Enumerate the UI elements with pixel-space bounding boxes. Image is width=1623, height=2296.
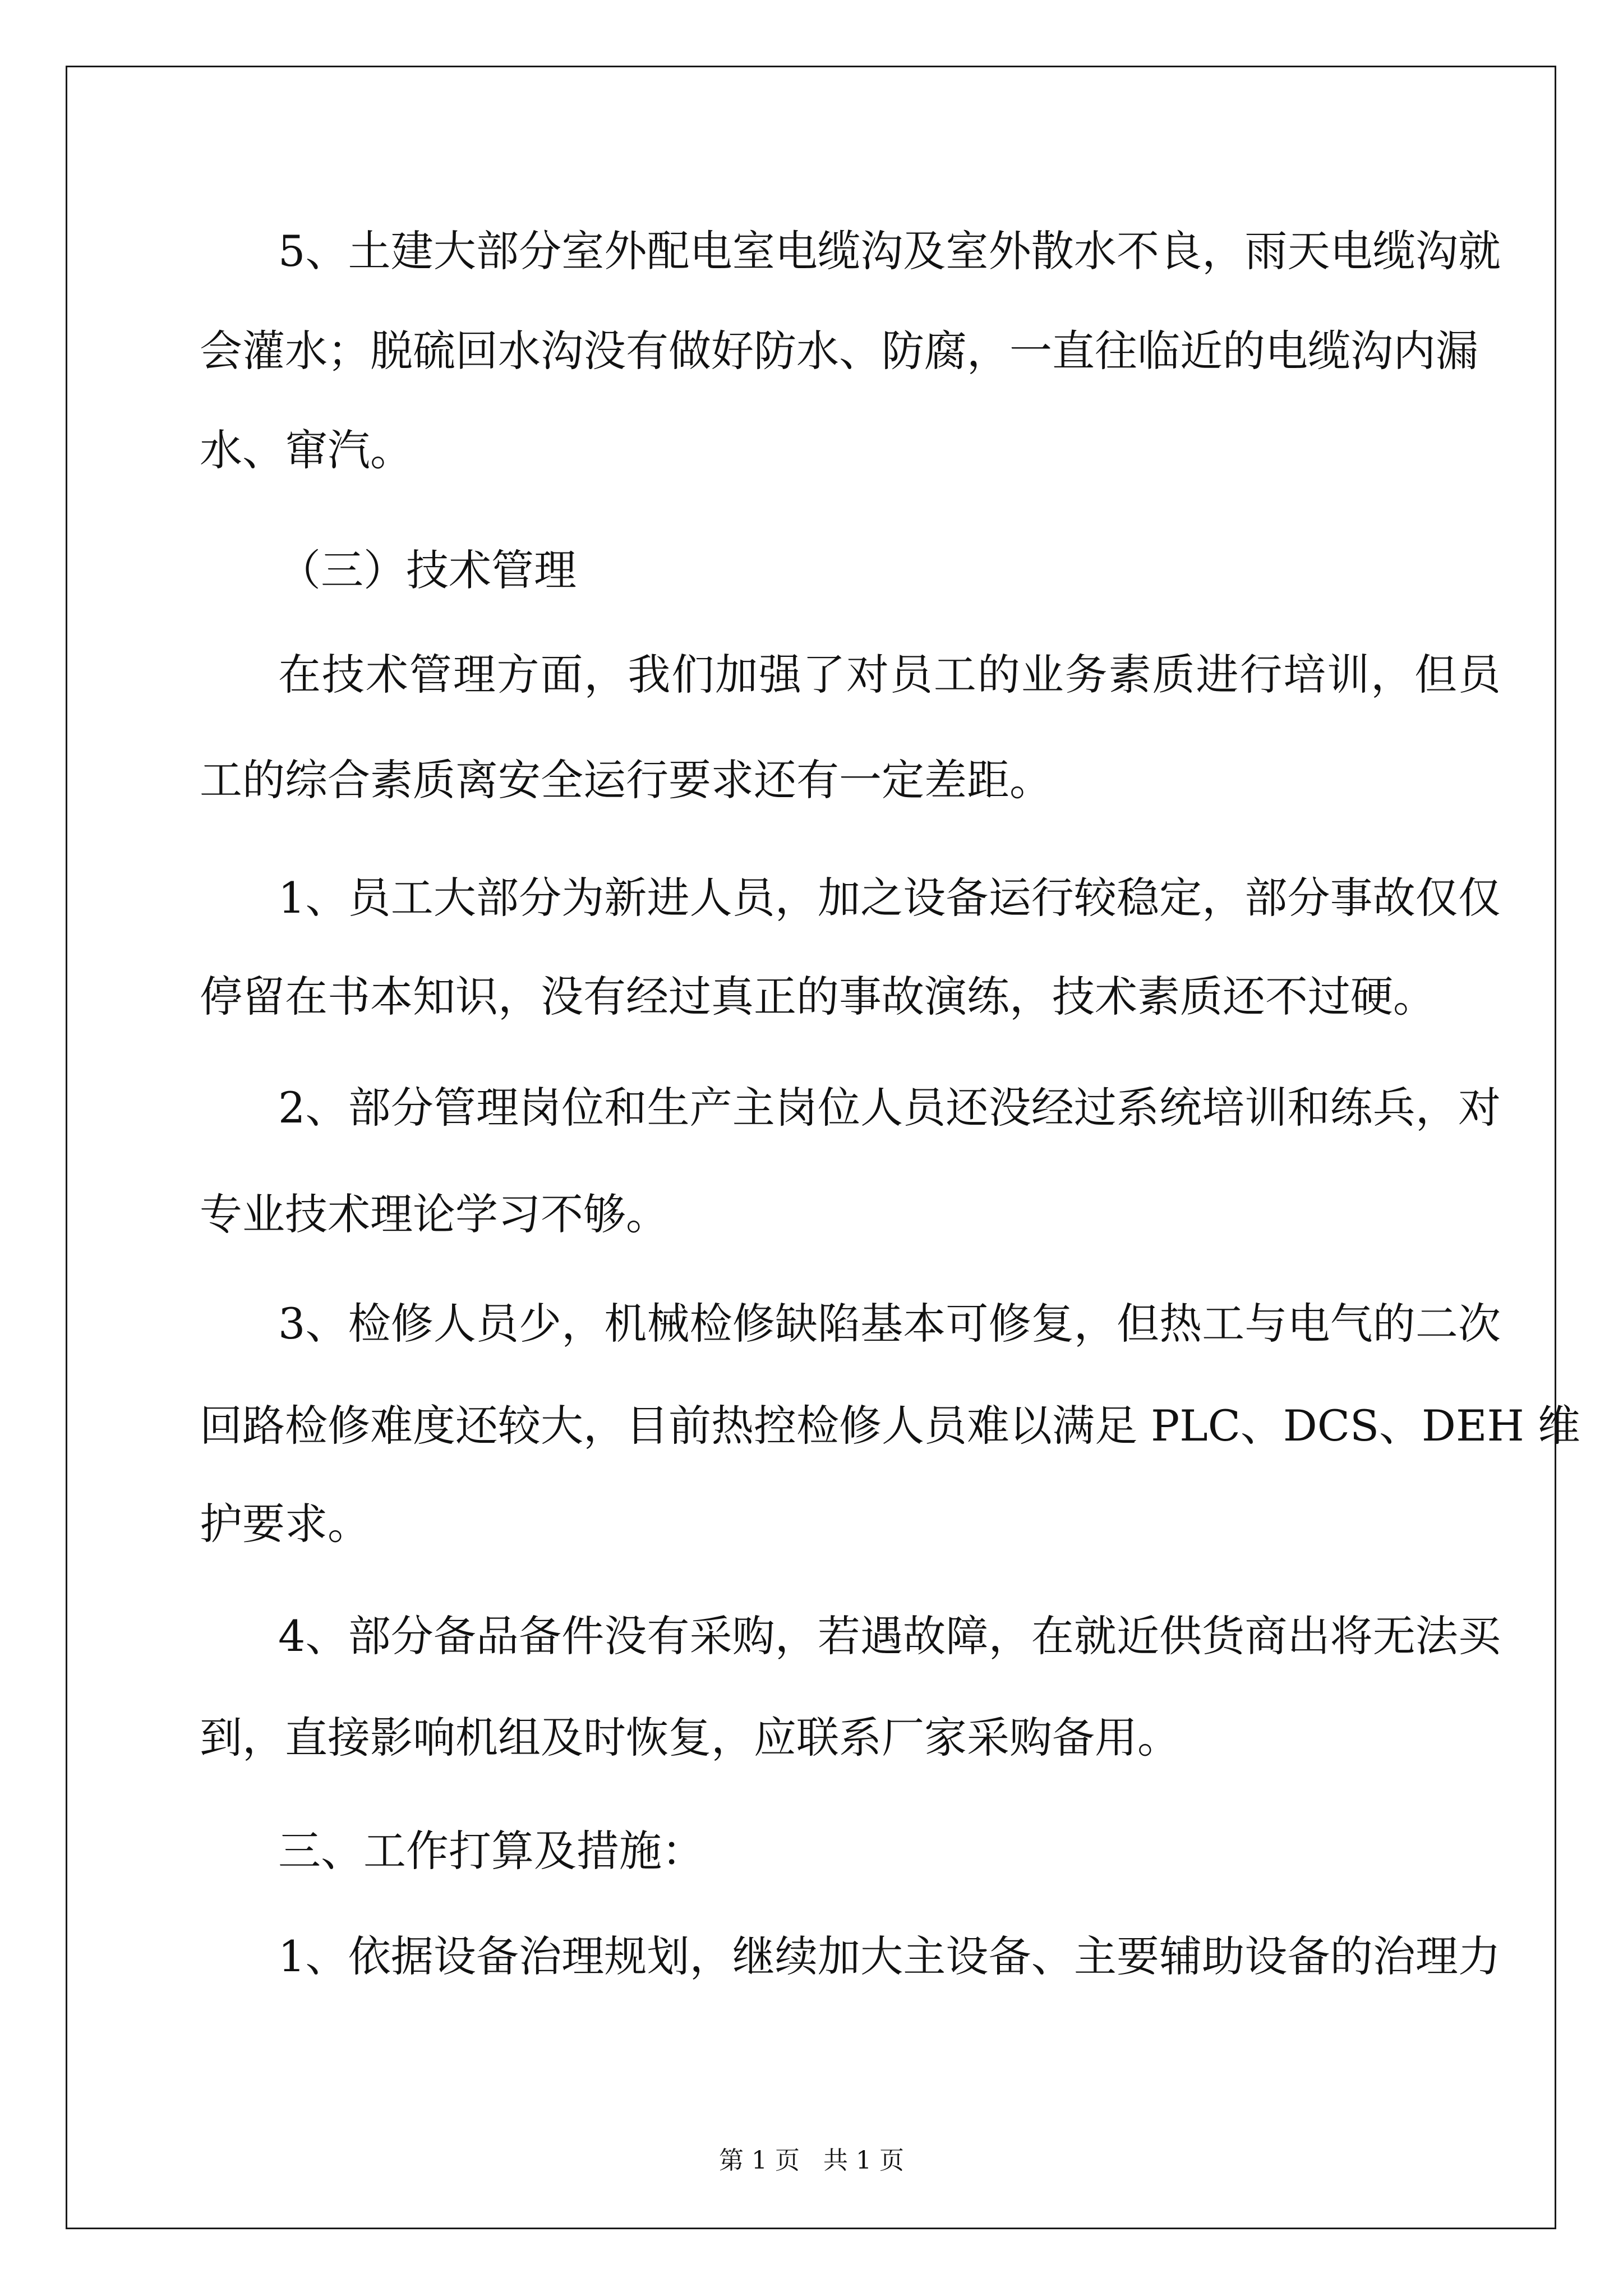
body-line-13: 护要求。: [200, 1499, 370, 1549]
body-line-3: 水、窜汽。: [200, 425, 413, 475]
body-line-9: 2、部分管理岗位和生产主岗位人员还没经过系统培训和练兵，对: [278, 1083, 1501, 1133]
body-line-11: 3、检修人员少，机械检修缺陷基本可修复，但热工与电气的二次: [278, 1299, 1501, 1349]
page-footer: 第 1 页 共 1 页: [719, 2146, 904, 2175]
page-border: [66, 66, 1580, 2229]
body-line-12: 回路检修难度还较大，目前热控检修人员难以满足 PLC、DCS、DEH 维: [200, 1401, 1580, 1451]
body-line-5: 在技术管理方面，我们加强了对员工的业务素质进行培训，但员: [278, 650, 1501, 700]
body-line-15: 到，直接影响机组及时恢复，应联系厂家采购备用。: [200, 1713, 1180, 1763]
body-line-10: 专业技术理论学习不够。: [200, 1189, 668, 1239]
body-line-6: 工的综合素质离安全运行要求还有一定差距。: [200, 755, 1052, 805]
body-line-1: 5、土建大部分室外配电室电缆沟及室外散水不良，雨天电缆沟就: [278, 226, 1501, 276]
body-line-17: 1、依据设备治理规划，继续加大主设备、主要辅助设备的治理力: [278, 1931, 1501, 1981]
body-line-7: 1、员工大部分为新进人员，加之设备运行较稳定，部分事故仅仅: [278, 873, 1501, 923]
body-line-2: 会灌水；脱硫回水沟没有做好防水、防腐，一直往临近的电缆沟内漏: [200, 326, 1478, 376]
section-heading-plans: 三、工作打算及措施：: [278, 1826, 704, 1876]
body-line-8: 停留在书本知识，没有经过真正的事故演练，技术素质还不过硬。: [200, 972, 1436, 1022]
section-heading-tech-management: （三）技术管理: [278, 545, 577, 595]
body-line-14: 4、部分备品备件没有采购，若遇故障，在就近供货商出将无法买: [278, 1611, 1501, 1661]
